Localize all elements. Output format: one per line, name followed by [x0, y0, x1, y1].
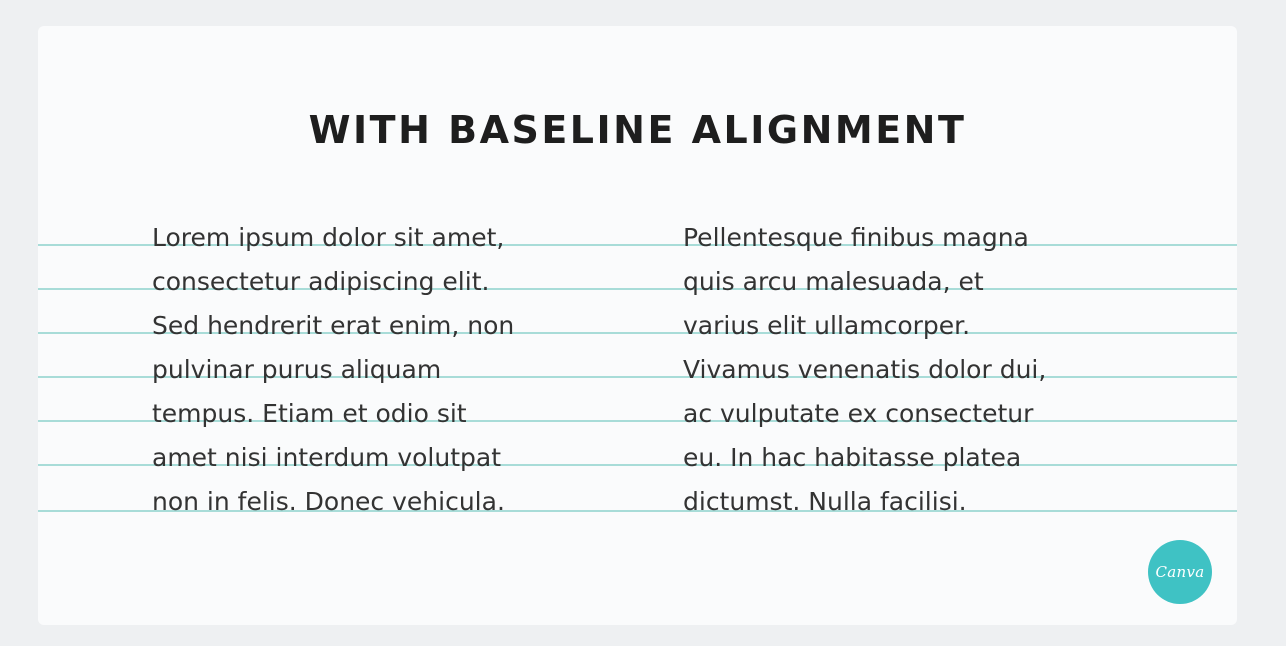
text-line: eu. In hac habitasse platea — [683, 443, 1022, 472]
text-line: Vivamus venenatis dolor dui, — [683, 355, 1047, 384]
text-line: Sed hendrerit erat enim, non — [152, 311, 515, 340]
canva-logo-text: Canva — [1155, 563, 1205, 581]
right-text-column — [683, 216, 1183, 524]
text-line: varius elit ullamcorper. — [683, 311, 971, 340]
text-line: dictumst. Nulla facilisi. — [683, 487, 967, 516]
text-line: consectetur adipiscing elit. — [152, 267, 490, 296]
canva-logo — [1148, 540, 1212, 604]
text-line: amet nisi interdum volutpat — [152, 443, 502, 472]
left-text-column — [152, 216, 652, 524]
text-line: ac vulputate ex consectetur — [683, 399, 1034, 428]
text-line: Pellentesque finibus magna — [683, 223, 1029, 252]
text-line: Lorem ipsum dolor sit amet, — [152, 223, 505, 252]
text-line: tempus. Etiam et odio sit — [152, 399, 467, 428]
slide-title: WITH BASELINE ALIGNMENT — [308, 108, 967, 152]
slide-card — [38, 26, 1237, 625]
text-line: pulvinar purus aliquam — [152, 355, 442, 384]
text-line: quis arcu malesuada, et — [683, 267, 984, 296]
text-line: non in felis. Donec vehicula. — [152, 487, 505, 516]
